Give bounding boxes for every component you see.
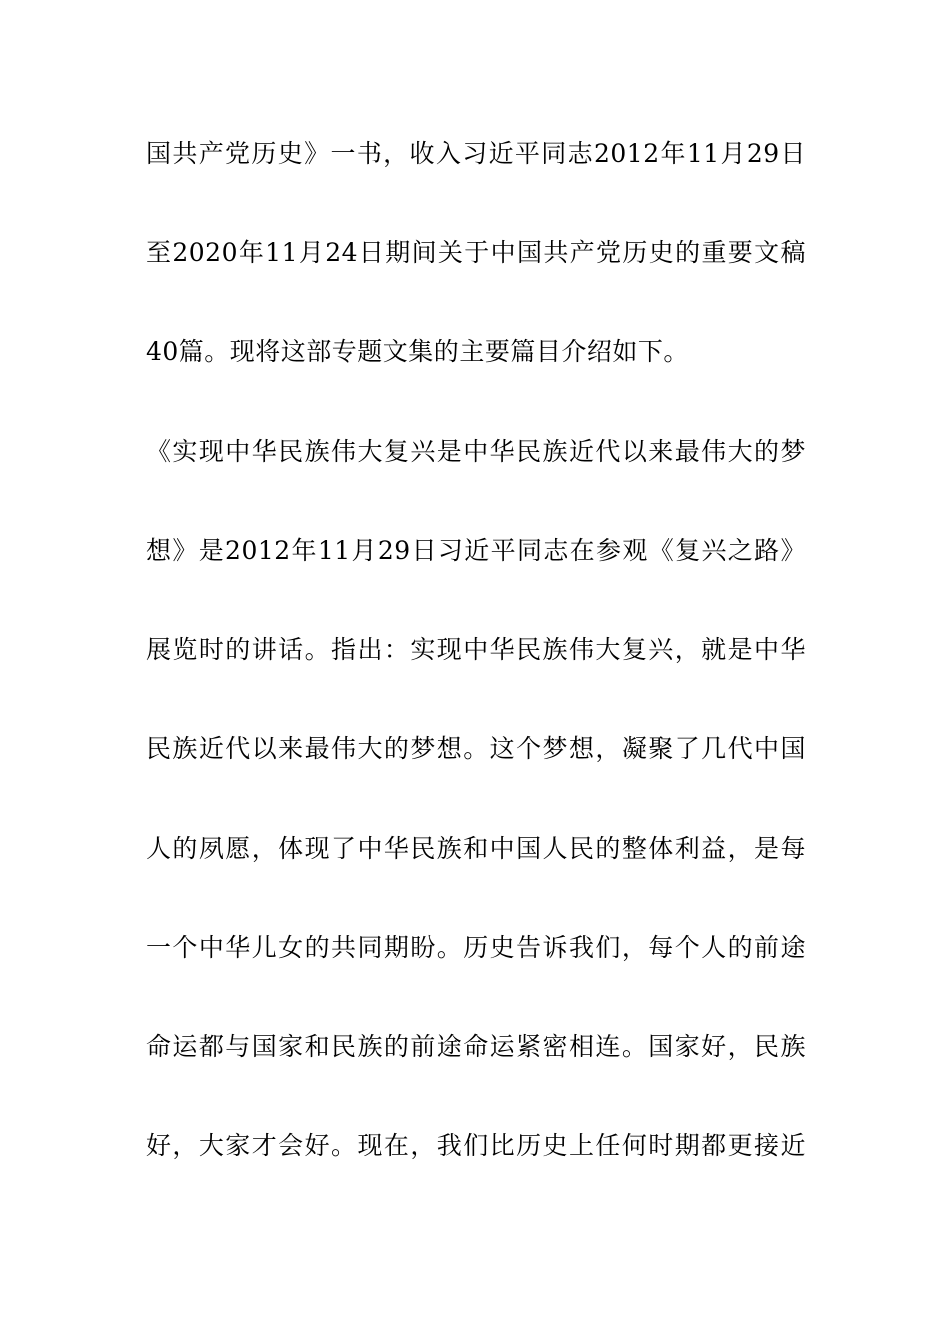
- text-line-4: 《实现中华民族伟大复兴是中华民族近代以来最伟大的梦: [146, 437, 806, 466]
- text-line-3: 40篇。现将这部专题文集的主要篇目介绍如下。: [146, 337, 689, 366]
- text-line-11: 好，大家才会好。现在，我们比历史上任何时期都更接近: [146, 1131, 806, 1160]
- text-line-6: 展览时的讲话。指出：实现中华民族伟大复兴，就是中华: [146, 635, 806, 664]
- text-line-10: 命运都与国家和民族的前途命运紧密相连。国家好，民族: [146, 1032, 806, 1061]
- text-line-5: 想》是2012年11月29日习近平同志在参观《复兴之路》: [146, 536, 806, 565]
- text-line-8: 人的夙愿，体现了中华民族和中国人民的整体利益，是每: [146, 834, 806, 863]
- text-line-1: 国共产党历史》一书，收入习近平同志2012年11月29日: [146, 139, 806, 168]
- text-line-7: 民族近代以来最伟大的梦想。这个梦想，凝聚了几代中国: [146, 734, 806, 763]
- text-line-9: 一个中华儿女的共同期盼。历史告诉我们，每个人的前途: [146, 933, 806, 962]
- text-line-2: 至2020年11月24日期间关于中国共产党历史的重要文稿: [146, 238, 806, 267]
